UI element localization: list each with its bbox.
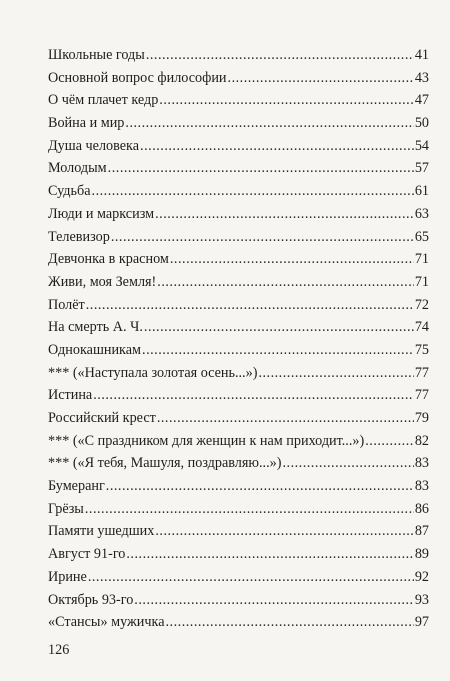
toc-entry-page: 83 xyxy=(414,455,429,472)
toc-dot-leader xyxy=(166,611,414,634)
toc-entry-page: 41 xyxy=(414,47,429,63)
toc-dot-leader xyxy=(92,180,414,203)
toc-entry-title: Живи, моя Земля! xyxy=(48,273,157,290)
toc-entry-title: Школьные годы xyxy=(48,47,145,63)
toc-entry-page: 50 xyxy=(414,115,429,132)
toc-entry xyxy=(48,226,429,249)
toc-entry xyxy=(48,566,429,589)
toc-entry-title: Октябрь 93-го xyxy=(48,591,134,608)
toc-entry-page: 75 xyxy=(414,341,429,358)
toc-entry xyxy=(48,271,429,294)
toc-entry-title: Люди и марксизм xyxy=(48,205,155,222)
toc-entry xyxy=(48,589,429,612)
toc-entry xyxy=(48,180,429,203)
toc-dot-leader xyxy=(282,452,413,475)
toc-entry xyxy=(48,362,429,385)
toc-entry-page: 72 xyxy=(414,296,429,313)
toc-entry xyxy=(48,520,429,543)
toc-dot-leader xyxy=(258,362,413,385)
toc-entry-title: Девчонка в красном xyxy=(48,251,169,268)
toc-entry-page: 71 xyxy=(414,251,429,268)
toc-entry-title: Душа человека xyxy=(48,137,140,154)
toc-entry-page: 71 xyxy=(414,273,429,290)
toc-dot-leader xyxy=(106,475,414,498)
toc-dot-leader xyxy=(228,67,414,90)
toc-entry-page: 43 xyxy=(414,69,429,86)
page-number: 126 xyxy=(48,642,70,658)
toc-entry xyxy=(48,203,429,226)
toc-entry-title: *** («Наступала золотая осень...») xyxy=(48,364,258,381)
toc-entry xyxy=(48,475,429,498)
toc-entry xyxy=(48,498,429,521)
toc-entry-page: 63 xyxy=(414,205,429,222)
toc-dot-leader xyxy=(88,566,414,589)
toc-entry-title: *** («Я тебя, Машуля, поздравляю...») xyxy=(48,455,282,472)
toc-dot-leader xyxy=(155,520,413,543)
toc-entry-page: 77 xyxy=(414,387,429,404)
toc-dot-leader xyxy=(142,339,414,362)
toc-entry-title: Война и мир xyxy=(48,115,125,132)
table-of-contents xyxy=(48,44,429,634)
toc-entry-title: Август 91-го xyxy=(48,546,126,563)
toc-dot-leader xyxy=(111,226,414,249)
toc-entry-page: 86 xyxy=(414,500,429,517)
toc-entry xyxy=(48,112,429,135)
toc-entry-title: Грёзы xyxy=(48,500,84,517)
toc-entry xyxy=(48,430,429,453)
toc-entry-page: 77 xyxy=(414,364,429,381)
toc-entry-title: Российский крест xyxy=(48,410,156,426)
toc-entry xyxy=(48,135,429,158)
toc-entry-title: Судьба xyxy=(48,183,91,200)
toc-entry xyxy=(48,384,429,407)
toc-dot-leader xyxy=(126,543,413,566)
toc-entry xyxy=(48,44,429,67)
toc-entry-page: 79 xyxy=(414,410,429,426)
toc-entry-title: О чём плачет кедр xyxy=(48,92,159,109)
toc-entry-page: 57 xyxy=(414,160,429,177)
toc-entry-title: На смерть А. Ч. xyxy=(48,319,143,336)
toc-dot-leader xyxy=(155,203,414,226)
toc-dot-leader xyxy=(140,135,414,158)
toc-dot-leader xyxy=(85,498,414,521)
toc-entry xyxy=(48,611,429,634)
toc-entry-title: Истина xyxy=(48,387,93,404)
toc-entry xyxy=(48,157,429,180)
toc-entry xyxy=(48,89,429,112)
toc-entry xyxy=(48,248,429,271)
toc-entry-title: Бумеранг xyxy=(48,478,105,495)
toc-dot-leader xyxy=(108,157,414,180)
toc-dot-leader xyxy=(365,430,414,453)
toc-entry-page: 97 xyxy=(414,614,429,631)
toc-entry-page: 61 xyxy=(414,183,429,200)
toc-dot-leader xyxy=(159,89,414,112)
toc-entry-title: *** («С праздником для женщин к нам приходит...») xyxy=(48,432,365,449)
toc-dot-leader xyxy=(144,316,414,339)
toc-entry xyxy=(48,339,429,362)
toc-dot-leader xyxy=(93,384,414,407)
toc-entry-page: 92 xyxy=(414,568,429,585)
toc-entry-page: 65 xyxy=(414,228,429,245)
toc-entry-page: 82 xyxy=(414,432,429,449)
toc-entry-page: 87 xyxy=(414,523,429,540)
toc-entry-title: Основной вопрос философии xyxy=(48,69,227,86)
toc-entry-page: 54 xyxy=(414,137,429,154)
toc-entry xyxy=(48,316,429,339)
toc-entry-title: Телевизор xyxy=(48,228,110,245)
toc-dot-leader xyxy=(170,248,414,271)
toc-entry-title: «Стансы» мужичка xyxy=(48,614,165,631)
toc-dot-leader xyxy=(86,294,414,317)
toc-entry xyxy=(48,407,429,430)
toc-dot-leader xyxy=(146,44,414,67)
toc-entry-title: Памяти ушедших xyxy=(48,523,155,540)
toc-entry xyxy=(48,67,429,90)
toc-entry xyxy=(48,452,429,475)
toc-entry xyxy=(48,294,429,317)
toc-entry-page: 89 xyxy=(414,546,429,563)
toc-entry-page: 47 xyxy=(414,92,429,109)
toc-entry xyxy=(48,543,429,566)
toc-entry-title: Молодым xyxy=(48,160,107,177)
toc-entry-title: Полёт xyxy=(48,296,85,313)
toc-dot-leader xyxy=(157,407,414,430)
toc-entry-title: Ирине xyxy=(48,568,87,585)
toc-entry-title: Однокашникам xyxy=(48,341,142,358)
toc-entry-page: 74 xyxy=(414,319,429,336)
toc-entry-page: 83 xyxy=(414,478,429,495)
toc-dot-leader xyxy=(157,271,414,294)
toc-dot-leader xyxy=(134,589,414,612)
toc-entry-page: 93 xyxy=(414,591,429,608)
toc-dot-leader xyxy=(125,112,413,135)
